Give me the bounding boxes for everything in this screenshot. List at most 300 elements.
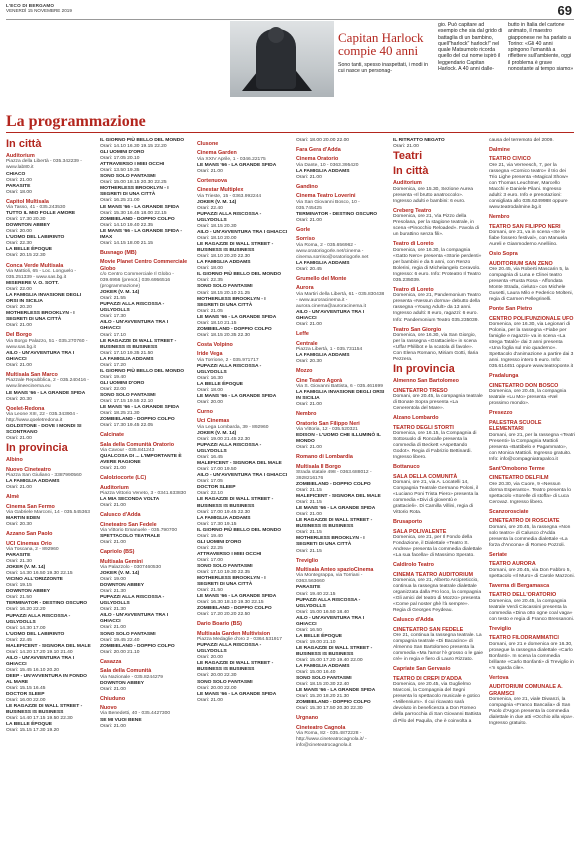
film-title: LE RAGAZZE DI WALL STREET - BUSINESS IS BUSINESS	[296, 518, 373, 530]
event-description: Domenica, ore 20.45, la compagnia teatrale Verdi Ciscassini presenta la commedia «Dina otto ogne coal vaga» con testo e regia di Franco Bressanoni.	[489, 598, 575, 622]
showtimes: Orari: 21.50	[6, 595, 32, 601]
showtimes: Orari: 20.00	[197, 655, 223, 661]
showtimes: Orari: 22.10	[197, 491, 223, 497]
film-title: LE MANS '66 - LA GRANDE SFIDA	[296, 688, 376, 694]
showtimes: Orari: 22.25	[197, 545, 223, 551]
showtimes: Orari: 21.15	[296, 488, 322, 494]
venue-address: Via Martiri della Libertà, 61 - 035.830438 - www.auroracinema.it - aurora.cinema@auroracinema.it	[296, 291, 385, 309]
event-description: Domenica, ore 16.30, via Legionari di Polonia, per la rassegna «Fiabe per famiglie e ragazzi» va in scena «La strega Tatalò» dai 3 anni presenta «Una foglia sul mio quaderno». Spettacolo d'animazione a partire dai 3 anni. Ingresso intero 5 euro. Info: 035.614451 oppure www.teatroponte.it	[489, 322, 574, 370]
venue-address: Piazzale Repubblica, 2 - 035.240416 - www.lineecinema.eu	[6, 378, 89, 390]
venue-address: Strada statale 498 - 0363.688012 - 3928216176	[296, 469, 372, 481]
film-title: IL GIORNO PIÙ BELLO DEL MONDO	[100, 138, 185, 143]
showtimes: Orari: 21.15	[296, 500, 322, 506]
event-description: Domani, ore 20.45, la rassegna «Non solo teatro» di Calusco d'Adda presenta la commedia dialettale «La forza d'Ancona» di Romeo Pozzoli.	[489, 524, 571, 548]
page-number: 69	[557, 3, 572, 18]
event-description: Domani, ore 21, va in scena «Se le fiabe fossero festival», con Manuela Aureli e Gianmoderno Anelliino.	[489, 230, 568, 248]
venue-name: Multisala Garden Multivision	[197, 630, 271, 637]
showtimes: Orari: 20.00 22.30	[197, 673, 237, 679]
showtimes: Orari: 17.30 19.15	[197, 521, 237, 527]
film-title: AILO - UN'AVVENTURA TRA I GHIACCI	[6, 350, 75, 362]
film-title: PUPAZZI ALLA RISCOSSA - UGLYDOLLS	[197, 211, 262, 223]
showtimes: Orari: 21.00	[100, 686, 126, 692]
showtimes: Orari: 17.20	[100, 362, 126, 368]
film-title: LE MANS '66 - LA GRANDE SFIDA	[6, 390, 86, 396]
film-title: LA FAMIGLIA ADDAMS	[197, 515, 251, 521]
venue-address: Via Toscana, 2 - 892960	[6, 546, 59, 552]
film-title: LE MANS '66 - LA GRANDE SFIDA	[197, 691, 277, 697]
venue-name: Scanzorosciate	[489, 508, 529, 515]
film-title: LA BELLE ÉPOQUE	[296, 633, 343, 639]
event-description: Domenica, ore 20.45, via Guglielmo Marconi, la Compagnia del Segni presenta lo spettacolo musicale e gotico «Millennium». Il cui ricavato sarà devoluto in beneficenza a Don Romeo della parrocchia di San Giovanni Battista di Pilo del Paquila, che è coinvolta a	[393, 682, 482, 724]
film-title: SONO SOLO FANTASMI	[197, 563, 253, 569]
film-title: LA FAMIGLIA ADDAMS	[197, 260, 251, 266]
film-title: TUTTO IL MIO FOLLE AMORE	[6, 211, 76, 217]
showtimes: Orari: 16.30	[197, 375, 223, 381]
venue-name: TEATRO AURORA	[489, 561, 536, 568]
showtimes: Orari: 14.20 17.20 19.10 21.40	[6, 649, 73, 655]
film-title: LA FAMIGLIA ADDAMS	[6, 479, 60, 485]
film-title: MISERERE V. O. SOTT.	[6, 281, 59, 287]
showtimes: Orari: 21.55	[100, 296, 126, 302]
film-title: LE MANS '66 - LA GRANDE SFIDA	[197, 162, 277, 168]
showtimes: Orari: 16.50	[296, 627, 322, 633]
event-description: causa del terremoto del 2009.	[489, 138, 554, 143]
venue-name: UCI Cinemas Orio	[6, 540, 52, 547]
film-title: PARASITE	[6, 183, 31, 189]
venue-name: Creberg Teatro	[393, 207, 432, 214]
venue-address: Via Roma, 82 - 035.4872228 - http://www.cineteatrocagnola.it/ - info@cineteatrocagnola.it	[296, 731, 367, 749]
venue-name: Nuovo	[100, 705, 117, 712]
showtimes: Orari: 17.05 20.10	[100, 156, 140, 162]
venue-name: Conca Verde Multisala	[6, 262, 64, 269]
venue-name: Capriate San Gervasio	[393, 666, 451, 673]
film-title: TERMINATOR - DESTINO OSCURO	[6, 601, 88, 607]
showtimes: Orari: 18.10 20.00	[197, 236, 237, 242]
showtimes: Orari: 21.00	[296, 322, 322, 328]
header-rule	[6, 19, 574, 20]
film-title: JOKER (V. M. 14)	[197, 199, 237, 205]
venue-address: c/o Centro Commerciale Il Globo - 039.6956 (prenot.) 039.6956516 (programmazione)	[100, 272, 174, 290]
venue-address: Piazza Medaglie d'oro 2 - 0364.531917	[197, 637, 282, 643]
venue-name: Presezzo	[489, 410, 513, 417]
venue-name: Capriolo (BS)	[100, 549, 135, 556]
listing-column-5	[393, 138, 483, 725]
venue-name: Sala della Comunità	[100, 668, 152, 675]
venue-name: Grumello del Monte	[296, 276, 347, 283]
listing-column-6	[489, 138, 575, 727]
venue-name: Treviglio	[296, 557, 319, 564]
venue-name: CINEMA TEATRO AUDITORIUM	[393, 571, 473, 578]
showtimes: Orari: 18.15 20.10 21.25	[197, 290, 251, 296]
story-lead: Sono tanti, spesso inaspettati, i modi in cui nasce un personag-	[338, 62, 428, 75]
showtimes: Orari: 22.00	[100, 386, 126, 392]
showtimes: Orari: 18.00	[6, 189, 32, 195]
venue-name: Cinema Oratorio	[296, 156, 339, 163]
film-title: SONO SOLO FANTASMI	[197, 679, 253, 685]
showtimes: Orari: 20.15 22.30	[6, 253, 46, 259]
venue-address: Via Leone XIII, 22 - 035.343904 - http://www.qoeletredona.it	[6, 412, 78, 424]
venue-name: Leffe	[296, 331, 309, 338]
showtimes: Orari: 22.30	[6, 241, 32, 247]
venue-name: Calolziocorte (LC)	[100, 475, 147, 482]
showtimes: Orari: 21.15	[296, 530, 322, 536]
event-description: Domenica, ore 16.30, la compagnia «Gatto Nero» presenta «Storie perdenti» per bambini e da 5 anni, con Renzo Bolerini, regia di Michelangelo Ceravolo. Ingresso: 6 euro. Info: Proteatro Il Teatro 035.235039.	[393, 247, 482, 283]
venue-name: Alzano Lombardo	[393, 415, 439, 422]
showtimes: Orari: 15.00 18.15 20.30 22.25	[100, 180, 167, 186]
capitan-harlock-photo	[230, 21, 334, 97]
film-title: LA FAMIGLIA ADDAMS	[296, 353, 350, 358]
showtimes: Orari: 16.45	[197, 455, 223, 461]
showtimes: Orari: 17.10 19.30 22.35	[197, 570, 251, 576]
venue-name: Teatro San Giorgio	[393, 326, 442, 333]
showtimes: Orari: 14.30 17.00	[6, 625, 46, 631]
venue-name: Qoelet-Redona	[6, 405, 45, 412]
film-title: ZOMBIELAND - DOPPIO COLPO	[197, 606, 272, 612]
venue-name: Auditorium	[393, 180, 422, 187]
showtimes: Orari: 18.25 21.30	[100, 411, 140, 417]
showtimes: Orari: 17.10	[100, 332, 126, 338]
venue-name: Sala della Comunità Oratorio	[100, 441, 174, 448]
venue-address: Via XXIV Aprile, 1 - 0346.22175	[197, 156, 266, 162]
showtimes: Orari: 21.30	[6, 559, 32, 565]
venue-address: Via Torrione, 2 - 035.971717	[197, 357, 259, 363]
venue-address: Via San Giovanni Bosco, 10 - 035.745425	[296, 199, 360, 211]
showtimes: Orari: 21.00	[296, 512, 322, 518]
showtimes: Orari: 21.00	[6, 323, 32, 329]
film-title: LE MANS '66 - LA GRANDE SFIDA	[197, 314, 277, 320]
showtimes: Orari: 21.00	[296, 402, 322, 408]
showtimes: Orari: 19.00	[100, 577, 126, 583]
film-title: PUPAZZI ALLA RISCOSSA - UGLYDOLLS	[197, 643, 262, 655]
film-title: EDISON - L'UOMO CHE ILLUMINÒ IL MONDO	[296, 432, 381, 444]
film-title: LE MANS '66 - LA GRANDE SFIDA - IMAX	[100, 228, 183, 240]
venue-name: Fara Gera d'Adda	[296, 147, 341, 154]
venue-name: Azzano San Paolo	[6, 531, 53, 538]
showtimes: Orari: 22.35	[197, 278, 223, 284]
showtimes: Orari: 14.10 19.40 22.35	[100, 222, 154, 228]
film-title: CHIACO	[6, 171, 26, 177]
venue-name: Del Borgo	[6, 332, 32, 339]
film-title: MARTIN EDEN	[6, 516, 40, 522]
film-title: LE RAGAZZE DI WALL STREET - BUSINESS IS BUSINESS	[197, 242, 274, 254]
showtimes: Orari: 19.40	[197, 533, 223, 539]
event-description: Domenica, ore 15.30, Sezione Aurea presenta «Il brutto anatroccolo». Ingresso adulti e bambini: 6 euro.	[393, 186, 473, 204]
listing-column-1	[6, 138, 92, 734]
venue-name: Dalmine	[489, 147, 510, 154]
film-title: DOWNTON ABBEY	[100, 680, 145, 686]
film-title: GLI UOMINI D'ORO	[100, 380, 145, 386]
showtimes: Orari: 14.15 18.00 21.15	[100, 240, 154, 246]
showtimes: Orari: 15.30 16.45 18.00 22.15	[100, 210, 167, 216]
publication-date: VENERDÌ 15 NOVEMBRE 2019	[6, 8, 72, 14]
venue-name: SALA DELLA COMUNITÀ	[393, 473, 458, 480]
event-description: Ore 21, continua la rassegna teatrale. La compagnia teatrale «Di Bacacino» di Almenno San Bartolomeo presenta la commedia «Ma l'amor l'è grosso o le gaie crè» in regia e fiero di Lauro Rizzato.	[393, 633, 483, 663]
showtimes: Orari: 13.50 19.35	[100, 168, 140, 174]
film-title: LE MANS '66 - LA GRANDE SFIDA	[100, 405, 180, 411]
venue-name: SALA POLIVALENTE	[393, 528, 447, 535]
venue-name: Pradalunga	[489, 373, 519, 380]
showtimes: Orari: 17.00	[197, 557, 223, 563]
film-title: PARASITE	[296, 585, 321, 591]
film-title: AILO - UN'AVVENTURA TRA I GHIACCI	[197, 473, 288, 479]
venue-address: Via Tasso, 41 - 035.243530	[6, 205, 66, 211]
venue-name: Clusone	[197, 141, 219, 147]
section-rule	[6, 132, 574, 133]
film-title: ZOMBIELAND - DOPPIO COLPO	[296, 482, 371, 487]
venue-name: Chiuduno	[100, 695, 126, 702]
venue-name: Nembro	[296, 411, 317, 418]
venue-address: Via Trieste, 15 - 0363.992244	[197, 193, 262, 199]
showtimes: Orari: 21.00	[100, 625, 126, 631]
showtimes: Orari: 21.15	[296, 548, 322, 554]
film-title: LA MIA SECONDA VOLTA	[100, 497, 160, 503]
showtimes: Orari: 17.15 19.55 22.10	[100, 399, 154, 405]
showtimes: Orari: 21.30	[100, 607, 126, 613]
showtimes: Orari: 22.40	[197, 205, 223, 211]
venue-name: Multisala Il Borgo	[296, 463, 341, 470]
venue-name: Casazza	[100, 658, 122, 665]
film-title: DOWNTON ABBEY	[6, 223, 51, 229]
venue-name: Nembro	[489, 214, 510, 221]
venue-name: CENTRO POLIFUNZIONALE UFO	[489, 315, 574, 322]
venue-name: Iride Vega	[197, 351, 223, 358]
showtimes: Orari: 20.00 21.10	[100, 649, 140, 655]
showtimes: Orari: 18.15 20.30	[197, 224, 237, 229]
film-title: MOTHERLESS BROOKLYN - I SEGRETI DI UNA CITTÀ	[197, 296, 266, 308]
showtimes: Orari: 18.00	[197, 266, 223, 272]
venue-name: Aurora	[296, 285, 314, 292]
showtimes: Orari: 17.10 19.35 21.50	[100, 350, 154, 356]
section-heading: In città	[6, 138, 42, 150]
film-title: IL GIORNO PIÙ BELLO DEL MONDO	[197, 527, 282, 533]
venue-name: Caldirolo Teatro	[393, 562, 434, 569]
venue-name: Albino	[6, 457, 23, 464]
film-title: LE MANS '66 - LA GRANDE SFIDA	[296, 506, 376, 512]
film-title: JOKER (V. M. 14)	[6, 565, 46, 571]
venue-name: Bottanuco	[393, 464, 420, 471]
film-title: AILO - UN'AVVENTURA TRA I GHIACCI	[100, 613, 169, 625]
film-title: MOTHERLESS BROOKLYN - I SEGRETI DI UNA CITTÀ	[6, 311, 75, 323]
venue-name: CINETEATRO SAN FEDELE	[393, 626, 464, 633]
venue-name: Cinema Teatro Loverini	[296, 193, 356, 200]
venue-name: Costa Volpino	[197, 341, 233, 348]
film-title: AILO - UN'AVVENTURA TRA I GHIACCI	[296, 615, 365, 627]
event-description: Domenica, ore 21, Alberto Arcipreticcio, continua la rassegna teatrale dialettale organizzata dalla Pro loco, la compagnia «Gli amici del teatro di Mozzo» presenta «Come pal noster ghè l'à sempre». Regia di Georges Feydeau.	[393, 578, 482, 614]
venue-address: Piazza della Libertà - 035.342239 - www.lab80.it	[6, 159, 82, 171]
event-description: Ore 20.45, via Roberti Mascarin 5, la compagnia di Luna e Clinei teatro presenta «Rusta Rosa - Affondata Monte Strada, cieluto» con Michele Gusetti, Laura Milo e Federico Molteni, regia di Carmen Pellegrinelli.	[489, 267, 573, 303]
showtimes: Orari: 21.00	[6, 436, 32, 442]
showtimes: Orari: 15.00 16.50 18.40	[296, 609, 350, 615]
venue-name: CINETEATRO DON BOSCO	[489, 382, 559, 389]
film-title: LA BELLE ÉPOQUE	[197, 381, 244, 387]
venue-name: TEATRO CIVICO	[489, 156, 531, 163]
showtimes: Orari: 15.00 16.40	[296, 670, 336, 676]
venue-name: Urgnano	[296, 715, 319, 722]
venue-name: Almè	[6, 494, 20, 501]
film-title: SONO SOLO FANTASMI	[296, 676, 352, 682]
section-heading: In provincia	[393, 363, 455, 376]
film-title: GLI UOMINI D'ORO	[100, 150, 145, 156]
venue-name: Gorle	[296, 227, 311, 233]
showtimes: Orari: 18.15 20.35 22.30	[197, 332, 251, 338]
venue-name: Mozzo	[296, 368, 313, 375]
showtimes: Orari: 20.20	[6, 305, 32, 311]
film-title: JOKER (V. M. 14)	[197, 430, 237, 436]
film-title: LA BELLE ÉPOQUE	[6, 722, 53, 728]
venue-address: Via Dante, 10 - 0363.395420	[296, 162, 359, 168]
film-title: AILO - UN'AVVENTURA TRA I GHIACCI	[197, 230, 288, 236]
showtimes: Orari: 17.00 19.45 22.30	[197, 509, 251, 515]
event-description: Ore 21, via Verreesch, 7, per la rassegna «Comico teatro» il trio dei Trio Lighe presenta «Magical Show» con Thomas Leuchtner, Marcello Macchi e Daniele Pilani. Ingresso adulti: 3 euro. Info e prenotazioni: consigliata allo 035.6249988 oppure www.teatrodalmine.bg.it	[489, 162, 569, 211]
venue-name: Curno	[197, 409, 213, 416]
venue-name: PALESTRA SCUOLE ELEMENTARI	[489, 419, 542, 433]
film-title: LE RAGAZZE DI WALL STREET - BUSINESS IS BUSINESS	[296, 645, 373, 657]
venue-name: Nuovo Cineteatro	[6, 466, 51, 473]
film-title: GLI UOMINI D'ORO	[197, 539, 242, 545]
film-title: AILO - UN'AVVENTURA TRA I GHIACCI	[296, 310, 365, 322]
film-title: LA FAMIGLIA ADDAMS	[296, 664, 350, 670]
event-description: Domenica, ore 21, viale Diwanzi, la compagnia «Franco Bancalia» di San Paolo d'Argon presenta la commedia dialettale in due atti «Occhio alla vipa». Ingresso gratuito.	[489, 697, 574, 727]
section-heading: In provincia	[6, 442, 68, 455]
showtimes: Orari: 21.00	[296, 217, 322, 223]
showtimes: Orari: 15.15 16.45	[6, 686, 46, 692]
showtimes: Orari: 18.10 20.20 22.30	[197, 254, 251, 260]
showtimes: Orari: 19.40	[100, 374, 126, 380]
showtimes: Orari: 20.45	[296, 267, 322, 272]
venue-name: TEATRO SAN FILIPPO NERI	[489, 223, 561, 230]
film-title: IL RITRATTO NEGATO	[393, 138, 445, 143]
showtimes: Orari: 16.00 22.00	[6, 698, 46, 704]
showtimes: Orari: 17.30	[100, 314, 126, 320]
showtimes: Orari: 21.00	[100, 466, 126, 472]
film-title: MALEFICENT - SIGNORA DEL MALE	[6, 643, 91, 649]
showtimes: Orari: 17.30 20.30	[6, 217, 46, 223]
venue-name: Cinestar Multiplex	[197, 187, 244, 194]
event-description: Domenica, ore 21, per Il Fondo della Fondazione, il Dialettale «Teatro S. Andrea» presenta la commedia dialettale «La sua facella» di Massimo Sperato.	[393, 535, 482, 559]
venue-name: AUDITORIUM SAN ZENO	[489, 260, 553, 267]
story-headline: Capitan Harlock compie 40 anni	[338, 30, 424, 58]
venue-name: AUDITORIUM COMUNALE A. GRAMSCI	[489, 684, 563, 697]
venue-name: TEATRO DELL'ORATORIO	[489, 592, 557, 599]
venue-address: Via Palazzolo - 0307460530	[100, 565, 162, 570]
film-title: LE RAGAZZE DI WALL STREET - BUSINESS IS BUSINESS	[100, 338, 177, 350]
venue-name: CINETEATRO DI ROSCIATE	[489, 518, 560, 525]
film-title: MALEFICENT - SIGNORA DEL MALE	[197, 461, 282, 467]
film-title: PUPAZZI ALLA RISCOSSA - UGLYDOLLS	[197, 443, 262, 455]
film-title: PUPAZZI ALLA RISCOSSA - UGLYDOLLS	[100, 302, 165, 314]
showtimes: Orari: 14.10 16.30 19.15 22.20	[100, 144, 167, 150]
venue-name: Calcinate	[100, 432, 124, 439]
film-title: LA FAMIGLIA INVASIONE DEGLI ORSI IN SICILIA	[296, 389, 385, 401]
showtimes: Orari: 15.15 17.30 19.20	[6, 728, 60, 734]
showtimes: Orari: 15.45 16.10 20.20	[6, 667, 60, 673]
venue-address: Via Benedetti, 40 - 035.4427300	[100, 711, 171, 717]
film-title: DEEP - UN'AVVENTURA IN FONDO AL MARE	[6, 673, 87, 686]
section-heading: In città	[393, 165, 429, 178]
film-title: ZOMBIELAND - DOPPIO COLPO	[197, 326, 272, 332]
venue-address: Via Cavour - 035.841243	[100, 448, 155, 454]
showtimes: Orari: 16.30 18.10 19.30 22.15	[197, 600, 264, 606]
film-title: PARASITE	[6, 553, 31, 559]
showtimes: Orari: 22.00	[6, 287, 32, 293]
film-title: ATTRAVERSO I MIEI OCCHI	[197, 551, 262, 557]
listing-column-2	[100, 138, 190, 730]
showtimes: Orari: 21.00	[296, 445, 322, 451]
event-description: Domani, ore 20.45, via Don Fabbro 5, spettacolo «Il Muro» di Carole Mazzoni.	[489, 567, 575, 579]
venue-name: Auditorium	[6, 153, 35, 159]
film-title: JOKER (V. M. 14)	[100, 290, 140, 296]
film-title: ZOMBIELAND - DOPPIO COLPO	[296, 700, 371, 706]
venue-address: Piazza San Giuliano - 3387990560	[6, 473, 82, 479]
film-title: ATTRAVERSO I MIEI OCCHI	[100, 162, 165, 168]
venue-address: Via Gabriele Marconi, 14 - 035.545363	[6, 510, 90, 516]
film-title: AILO - UN'AVVENTURA TRA I GHIACCI	[100, 320, 169, 332]
venue-name: Cortenuova	[197, 177, 227, 184]
showtimes: Orari: 20.30	[6, 522, 32, 528]
showtimes: Orari: 18.00 20.00 22.00	[296, 138, 350, 143]
venue-name: Ponte San Pietro	[489, 306, 533, 313]
showtimes: Orari: 14.30 16.50 19.30 22.15	[6, 571, 73, 577]
showtimes: Orari: 21.00	[296, 174, 322, 180]
venue-address: Via Mattioli, 65 - Loc. Longuelo - 035.251339 - www.sas.bg.it	[6, 268, 77, 280]
showtimes: Orari: 17.30 19.45 22.05	[100, 423, 154, 429]
venue-address: Via Borgo Palazzo, 51 - 035.270760 - www.sas.bg.it	[6, 338, 88, 350]
venue-name: Busnago (MB)	[100, 249, 137, 256]
venue-name: Auditorium	[100, 484, 129, 491]
film-title: ZOMBIELAND - DOPPIO COLPO	[100, 643, 175, 649]
film-title: LE RAGAZZE DI WALL STREET - BUSINESS IS BUSINESS	[197, 661, 274, 673]
film-title: JOKER (V. M. 14)	[100, 571, 140, 577]
venue-name: Teatro di Loreto	[393, 286, 434, 293]
film-title: TERMINATOR - DESTINO OSCURO	[296, 211, 378, 217]
showtimes: Orari: 17.05	[197, 479, 223, 485]
showtimes: Orari: 21.30	[100, 589, 126, 595]
showtimes: Orari: 21.00	[6, 485, 32, 491]
showtimes: Orari: 19.45 22.40	[100, 637, 140, 643]
event-description: Ore 20.30, via Cuore, 9 «Nessun dorma Esperanto». Teatro presenta lo spettacolo «Sorelle di stoffa» di Luca Cerovaz. Ingresso libero.	[489, 481, 572, 505]
film-title: SONO SOLO FANTASMI	[100, 174, 156, 180]
showtimes: Orari: 15.20 18.20 21.30	[296, 694, 350, 700]
event-description: Domenica, ore 16.15, la Compagnia di Sottosuolo di Roncalle presenta la commedia di Beckett «Aspettando Godot». Regia di Fabrizio Bettinardi. Ingresso libero.	[393, 430, 477, 461]
film-title: LA FAMIGLIA ADDAMS	[296, 168, 350, 174]
showtimes: Orari: 15.30 17.50 20.30 22.30	[296, 706, 363, 712]
film-title: PUPAZZI ALLA RISCOSSA - UGLYDOLLS	[100, 595, 165, 607]
showtimes: Orari: 19.00 21.45 22.30	[197, 436, 251, 442]
showtimes: Orari: 19.15	[6, 583, 32, 589]
venue-name: Multisala Gemini	[100, 558, 143, 565]
venue-name: Sorriso	[296, 236, 315, 243]
listing-column-3	[197, 138, 288, 704]
film-title: LE RAGAZZE DI WALL STREET - BUSINESS IS BUSINESS	[197, 497, 274, 509]
showtimes: Orari: 15.00 17.20 19.40 22.00	[296, 658, 363, 664]
event-description: Domenica, ore 21, Via Pizzo della Presolana, per la stagione teatrale, in scena «Pinocchio Reloaded». Favola di un burattino senza fili».	[393, 214, 479, 238]
showtimes: Orari: 20.00	[197, 400, 223, 406]
film-title: DOCTOR SLEEP	[197, 485, 236, 491]
venue-name: Brusaporto	[393, 519, 423, 526]
venue-name: CINETEATRO DELFILM	[489, 475, 549, 482]
film-title: SPETTACOLO TEATRALE	[100, 534, 161, 540]
venue-name: Sant'Omobono Terme	[489, 465, 545, 472]
venue-name: Cinema San Fermo	[6, 503, 55, 510]
film-title: SE MI VUOI BENE	[100, 717, 142, 723]
venue-name: Dario Boario (BS)	[197, 621, 242, 628]
film-title: PUPAZZI ALLA RISCOSSA - UGLYDOLLS	[296, 597, 361, 609]
showtimes: Orari: 18.15 20.30 22.40	[296, 682, 350, 688]
showtimes: Orari: 16.25 21.00	[100, 198, 140, 204]
film-title: SONO SOLO FANTASMI	[100, 393, 156, 398]
event-description: Domani, ore 21 e domenica ore 16.30, prosegue la rassegna dialettale «Carlo Bonfanti». In scena la commedia brillante «Carlo Bonfanti» di Treviglio in «'n sgarda cile».	[489, 641, 574, 671]
venue-address: Piazza Libertà, 1 - 035.731154	[296, 346, 363, 352]
